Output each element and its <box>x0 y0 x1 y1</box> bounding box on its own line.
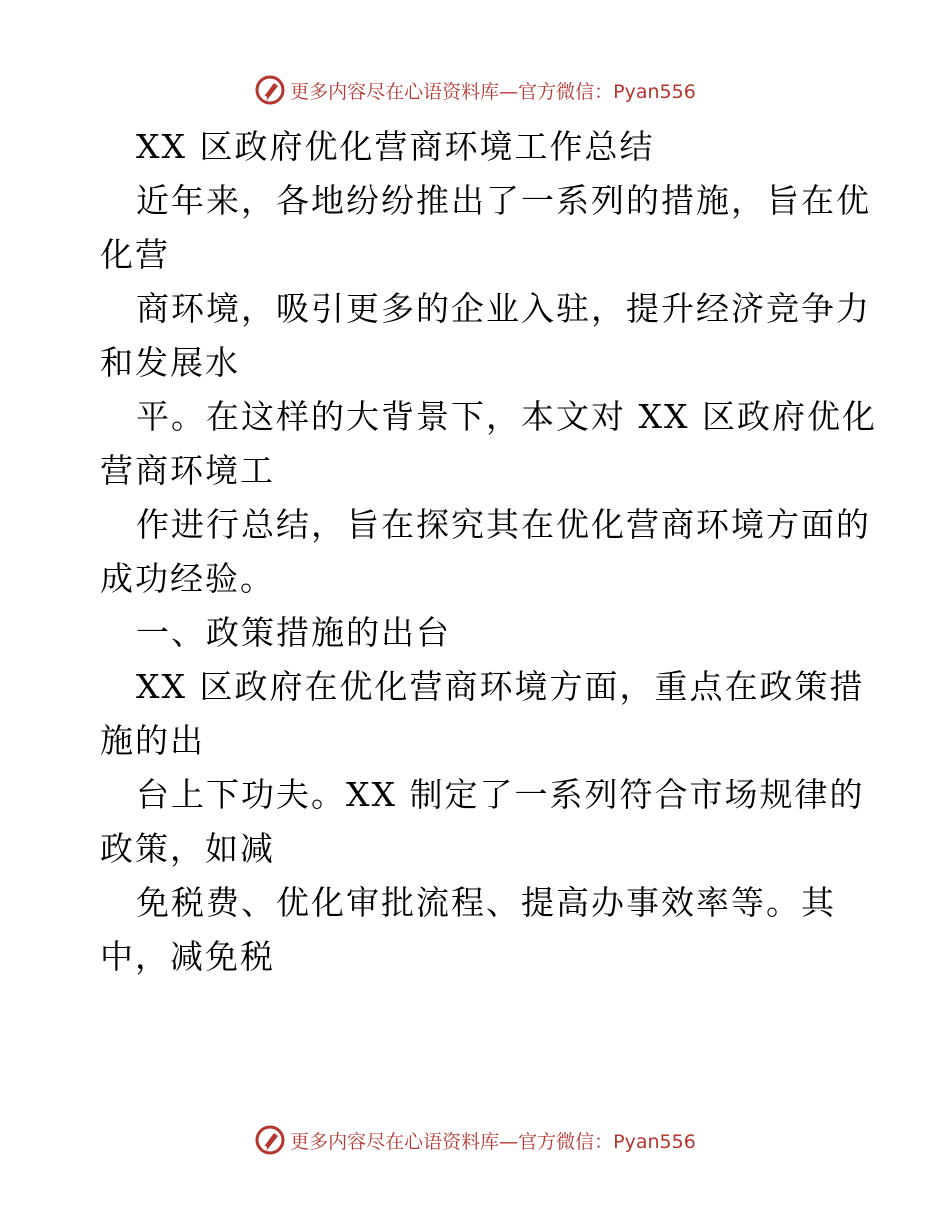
text-line: 中，减免税 <box>100 937 275 976</box>
text-line: 施的出 <box>100 721 205 760</box>
section-heading: 一、政策措施的出台 <box>136 613 451 652</box>
text-line: 作进行总结，旨在探究其在优化营商环境方面的 <box>136 505 871 544</box>
text-line: 成功经验。 <box>100 559 275 598</box>
text-line: 商环境，吸引更多的企业入驻，提升经济竞争力 <box>136 289 871 328</box>
text-line: 营商环境工 <box>100 451 275 490</box>
text-line: 台上下功夫。XX 制定了一系列符合市场规律的 <box>136 775 865 814</box>
text-line: 免税费、优化审批流程、提高办事效率等。其 <box>136 883 836 922</box>
text-line: 平。在这样的大背景下，本文对 XX 区政府优化 <box>136 397 877 436</box>
text-line: 和发展水 <box>100 343 240 382</box>
text-line: XX 区政府在优化营商环境方面，重点在政策措 <box>136 667 865 706</box>
header-banner-text: 更多内容尽在心语资料库—官方微信：Pyan556 <box>290 80 696 103</box>
footer-banner <box>0 1120 950 1160</box>
pen-logo-icon <box>254 74 286 106</box>
document-title: XX 区政府优化营商环境工作总结 <box>136 127 655 166</box>
header-banner <box>0 70 950 110</box>
document-body <box>100 120 877 984</box>
pen-logo-icon <box>254 1124 286 1156</box>
text-line: 近年来，各地纷纷推出了一系列的措施，旨在优 <box>136 181 871 220</box>
text-line: 政策，如减 <box>100 829 275 868</box>
footer-banner-text: 更多内容尽在心语资料库—官方微信：Pyan556 <box>290 1130 696 1153</box>
text-line: 化营 <box>100 235 170 274</box>
